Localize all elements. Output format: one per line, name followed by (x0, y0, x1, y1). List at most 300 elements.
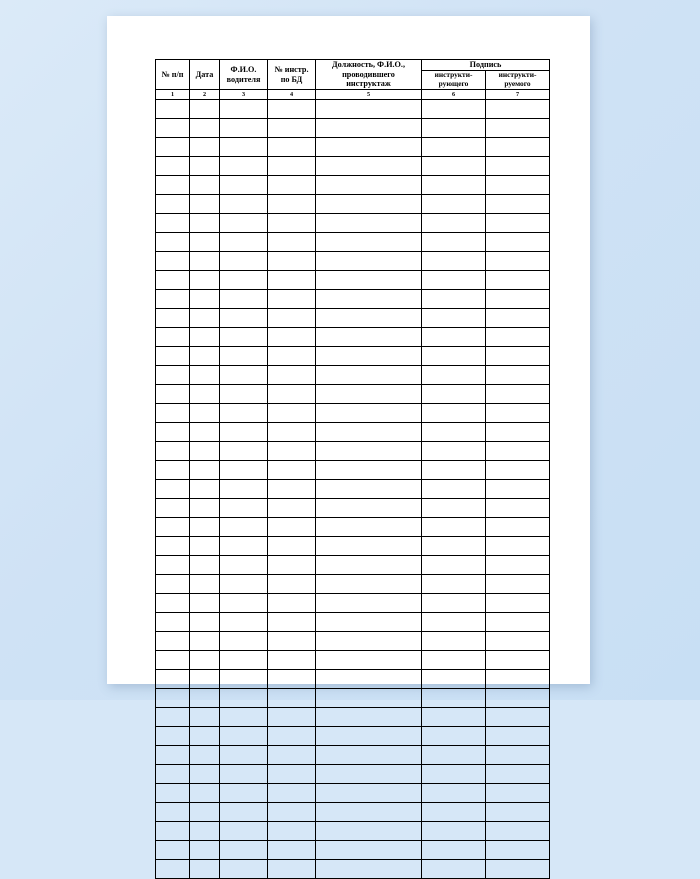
table-cell[interactable] (268, 727, 316, 746)
table-cell[interactable] (316, 518, 422, 537)
table-cell[interactable] (190, 176, 220, 195)
table-cell[interactable] (486, 309, 550, 328)
table-cell[interactable] (268, 138, 316, 157)
table-cell[interactable] (156, 822, 190, 841)
table-cell[interactable] (156, 556, 190, 575)
table-cell[interactable] (486, 594, 550, 613)
table-cell[interactable] (156, 214, 190, 233)
table-cell[interactable] (156, 613, 190, 632)
table-cell[interactable] (486, 442, 550, 461)
table-cell[interactable] (156, 708, 190, 727)
table-cell[interactable] (422, 689, 486, 708)
table-cell[interactable] (190, 613, 220, 632)
table-cell[interactable] (486, 632, 550, 651)
table-row[interactable] (156, 632, 550, 651)
table-cell[interactable] (220, 271, 268, 290)
table-cell[interactable] (190, 214, 220, 233)
table-cell[interactable] (268, 404, 316, 423)
table-cell[interactable] (268, 309, 316, 328)
table-cell[interactable] (190, 271, 220, 290)
table-cell[interactable] (316, 176, 422, 195)
table-cell[interactable] (220, 594, 268, 613)
table-cell[interactable] (486, 499, 550, 518)
table-cell[interactable] (156, 423, 190, 442)
table-cell[interactable] (486, 537, 550, 556)
table-cell[interactable] (422, 442, 486, 461)
table-cell[interactable] (156, 765, 190, 784)
table-cell[interactable] (268, 613, 316, 632)
table-cell[interactable] (190, 518, 220, 537)
table-cell[interactable] (486, 575, 550, 594)
table-cell[interactable] (220, 347, 268, 366)
table-cell[interactable] (156, 575, 190, 594)
table-cell[interactable] (268, 480, 316, 499)
table-cell[interactable] (422, 803, 486, 822)
table-cell[interactable] (220, 632, 268, 651)
table-row[interactable] (156, 233, 550, 252)
table-cell[interactable] (316, 556, 422, 575)
table-cell[interactable] (268, 157, 316, 176)
table-row[interactable] (156, 100, 550, 119)
table-cell[interactable] (486, 119, 550, 138)
table-row[interactable] (156, 385, 550, 404)
table-cell[interactable] (422, 575, 486, 594)
table-cell[interactable] (422, 176, 486, 195)
table-cell[interactable] (316, 100, 422, 119)
table-cell[interactable] (422, 708, 486, 727)
table-cell[interactable] (190, 670, 220, 689)
table-row[interactable] (156, 708, 550, 727)
table-cell[interactable] (422, 119, 486, 138)
table-cell[interactable] (422, 670, 486, 689)
table-cell[interactable] (190, 575, 220, 594)
table-cell[interactable] (486, 138, 550, 157)
table-cell[interactable] (220, 613, 268, 632)
table-cell[interactable] (486, 803, 550, 822)
table-cell[interactable] (156, 157, 190, 176)
table-cell[interactable] (316, 537, 422, 556)
table-cell[interactable] (220, 499, 268, 518)
table-cell[interactable] (156, 100, 190, 119)
table-cell[interactable] (316, 784, 422, 803)
table-cell[interactable] (220, 157, 268, 176)
table-cell[interactable] (190, 290, 220, 309)
table-cell[interactable] (156, 119, 190, 138)
table-cell[interactable] (220, 138, 268, 157)
table-cell[interactable] (316, 195, 422, 214)
table-cell[interactable] (422, 480, 486, 499)
table-row[interactable] (156, 366, 550, 385)
table-row[interactable] (156, 784, 550, 803)
table-cell[interactable] (486, 670, 550, 689)
table-cell[interactable] (268, 556, 316, 575)
table-cell[interactable] (316, 461, 422, 480)
table-cell[interactable] (156, 727, 190, 746)
table-cell[interactable] (268, 860, 316, 879)
table-cell[interactable] (422, 157, 486, 176)
table-cell[interactable] (422, 385, 486, 404)
table-row[interactable] (156, 461, 550, 480)
table-cell[interactable] (422, 841, 486, 860)
table-cell[interactable] (190, 822, 220, 841)
table-cell[interactable] (220, 309, 268, 328)
table-cell[interactable] (156, 366, 190, 385)
table-cell[interactable] (156, 328, 190, 347)
table-cell[interactable] (156, 784, 190, 803)
table-cell[interactable] (220, 233, 268, 252)
table-row[interactable] (156, 252, 550, 271)
table-cell[interactable] (422, 423, 486, 442)
table-row[interactable] (156, 214, 550, 233)
table-cell[interactable] (190, 651, 220, 670)
table-cell[interactable] (486, 822, 550, 841)
table-cell[interactable] (316, 746, 422, 765)
table-cell[interactable] (190, 556, 220, 575)
table-cell[interactable] (422, 651, 486, 670)
table-row[interactable] (156, 803, 550, 822)
table-cell[interactable] (220, 537, 268, 556)
table-row[interactable] (156, 499, 550, 518)
table-cell[interactable] (422, 404, 486, 423)
table-cell[interactable] (422, 214, 486, 233)
table-cell[interactable] (220, 290, 268, 309)
table-cell[interactable] (486, 784, 550, 803)
table-cell[interactable] (422, 537, 486, 556)
table-cell[interactable] (268, 214, 316, 233)
table-cell[interactable] (268, 670, 316, 689)
table-cell[interactable] (268, 784, 316, 803)
table-cell[interactable] (316, 632, 422, 651)
table-cell[interactable] (422, 366, 486, 385)
table-cell[interactable] (220, 404, 268, 423)
table-cell[interactable] (156, 309, 190, 328)
table-cell[interactable] (190, 708, 220, 727)
table-cell[interactable] (316, 138, 422, 157)
table-cell[interactable] (190, 689, 220, 708)
table-cell[interactable] (268, 461, 316, 480)
table-cell[interactable] (316, 347, 422, 366)
table-cell[interactable] (486, 746, 550, 765)
table-cell[interactable] (220, 670, 268, 689)
table-cell[interactable] (486, 727, 550, 746)
table-cell[interactable] (316, 328, 422, 347)
table-cell[interactable] (486, 176, 550, 195)
table-cell[interactable] (316, 708, 422, 727)
table-cell[interactable] (156, 689, 190, 708)
table-cell[interactable] (190, 385, 220, 404)
table-cell[interactable] (316, 594, 422, 613)
table-row[interactable] (156, 518, 550, 537)
table-cell[interactable] (316, 309, 422, 328)
table-cell[interactable] (220, 822, 268, 841)
table-cell[interactable] (268, 176, 316, 195)
table-cell[interactable] (220, 423, 268, 442)
table-cell[interactable] (268, 252, 316, 271)
table-cell[interactable] (156, 176, 190, 195)
table-row[interactable] (156, 822, 550, 841)
table-cell[interactable] (190, 632, 220, 651)
table-cell[interactable] (220, 195, 268, 214)
table-cell[interactable] (422, 518, 486, 537)
table-cell[interactable] (268, 841, 316, 860)
table-row[interactable] (156, 746, 550, 765)
table-row[interactable] (156, 613, 550, 632)
table-cell[interactable] (190, 309, 220, 328)
table-cell[interactable] (156, 290, 190, 309)
table-cell[interactable] (268, 328, 316, 347)
table-cell[interactable] (422, 461, 486, 480)
table-cell[interactable] (220, 556, 268, 575)
table-cell[interactable] (190, 480, 220, 499)
table-cell[interactable] (316, 404, 422, 423)
table-cell[interactable] (486, 328, 550, 347)
table-row[interactable] (156, 556, 550, 575)
table-cell[interactable] (156, 499, 190, 518)
table-cell[interactable] (316, 727, 422, 746)
table-cell[interactable] (190, 252, 220, 271)
table-cell[interactable] (316, 860, 422, 879)
table-cell[interactable] (268, 518, 316, 537)
table-cell[interactable] (268, 575, 316, 594)
table-row[interactable] (156, 537, 550, 556)
table-cell[interactable] (220, 252, 268, 271)
table-cell[interactable] (190, 404, 220, 423)
table-cell[interactable] (316, 480, 422, 499)
table-cell[interactable] (422, 347, 486, 366)
table-cell[interactable] (190, 138, 220, 157)
table-cell[interactable] (268, 119, 316, 138)
table-cell[interactable] (316, 803, 422, 822)
table-cell[interactable] (422, 195, 486, 214)
table-cell[interactable] (220, 841, 268, 860)
table-cell[interactable] (156, 404, 190, 423)
table-cell[interactable] (422, 860, 486, 879)
table-cell[interactable] (486, 290, 550, 309)
table-cell[interactable] (190, 784, 220, 803)
table-cell[interactable] (156, 841, 190, 860)
table-cell[interactable] (422, 138, 486, 157)
table-cell[interactable] (486, 765, 550, 784)
table-cell[interactable] (486, 214, 550, 233)
table-cell[interactable] (486, 689, 550, 708)
table-cell[interactable] (156, 594, 190, 613)
table-cell[interactable] (268, 290, 316, 309)
table-row[interactable] (156, 176, 550, 195)
table-cell[interactable] (422, 233, 486, 252)
table-cell[interactable] (268, 803, 316, 822)
table-cell[interactable] (190, 328, 220, 347)
table-cell[interactable] (268, 708, 316, 727)
table-row[interactable] (156, 195, 550, 214)
table-cell[interactable] (268, 765, 316, 784)
table-cell[interactable] (220, 708, 268, 727)
table-cell[interactable] (268, 537, 316, 556)
table-cell[interactable] (220, 803, 268, 822)
table-cell[interactable] (190, 119, 220, 138)
table-cell[interactable] (316, 499, 422, 518)
table-cell[interactable] (486, 461, 550, 480)
table-cell[interactable] (486, 271, 550, 290)
table-row[interactable] (156, 138, 550, 157)
table-row[interactable] (156, 575, 550, 594)
table-cell[interactable] (220, 727, 268, 746)
table-cell[interactable] (422, 499, 486, 518)
table-cell[interactable] (220, 765, 268, 784)
table-cell[interactable] (316, 233, 422, 252)
table-cell[interactable] (316, 613, 422, 632)
table-cell[interactable] (190, 803, 220, 822)
table-cell[interactable] (156, 518, 190, 537)
table-cell[interactable] (486, 233, 550, 252)
table-cell[interactable] (486, 613, 550, 632)
table-cell[interactable] (220, 328, 268, 347)
table-cell[interactable] (422, 746, 486, 765)
table-cell[interactable] (156, 252, 190, 271)
table-cell[interactable] (220, 480, 268, 499)
table-row[interactable] (156, 157, 550, 176)
table-cell[interactable] (268, 632, 316, 651)
table-cell[interactable] (156, 860, 190, 879)
table-cell[interactable] (220, 100, 268, 119)
table-cell[interactable] (316, 271, 422, 290)
table-cell[interactable] (220, 746, 268, 765)
table-row[interactable] (156, 765, 550, 784)
table-cell[interactable] (220, 575, 268, 594)
table-row[interactable] (156, 594, 550, 613)
table-cell[interactable] (422, 290, 486, 309)
table-cell[interactable] (486, 347, 550, 366)
table-row[interactable] (156, 328, 550, 347)
table-cell[interactable] (220, 442, 268, 461)
table-cell[interactable] (156, 195, 190, 214)
table-cell[interactable] (190, 594, 220, 613)
table-cell[interactable] (268, 689, 316, 708)
table-cell[interactable] (316, 119, 422, 138)
table-cell[interactable] (190, 100, 220, 119)
table-row[interactable] (156, 271, 550, 290)
table-cell[interactable] (220, 518, 268, 537)
table-cell[interactable] (486, 556, 550, 575)
table-cell[interactable] (422, 271, 486, 290)
table-cell[interactable] (268, 366, 316, 385)
table-cell[interactable] (220, 214, 268, 233)
table-cell[interactable] (268, 746, 316, 765)
table-row[interactable] (156, 480, 550, 499)
table-cell[interactable] (190, 442, 220, 461)
table-cell[interactable] (316, 670, 422, 689)
table-cell[interactable] (316, 822, 422, 841)
table-cell[interactable] (486, 518, 550, 537)
table-cell[interactable] (422, 556, 486, 575)
table-cell[interactable] (422, 309, 486, 328)
table-cell[interactable] (422, 632, 486, 651)
table-cell[interactable] (422, 822, 486, 841)
table-cell[interactable] (268, 100, 316, 119)
table-cell[interactable] (190, 841, 220, 860)
table-cell[interactable] (486, 480, 550, 499)
table-cell[interactable] (422, 594, 486, 613)
table-cell[interactable] (486, 366, 550, 385)
table-cell[interactable] (486, 841, 550, 860)
table-row[interactable] (156, 860, 550, 879)
table-cell[interactable] (486, 860, 550, 879)
table-cell[interactable] (220, 651, 268, 670)
table-cell[interactable] (190, 499, 220, 518)
table-row[interactable] (156, 442, 550, 461)
table-cell[interactable] (190, 765, 220, 784)
table-row[interactable] (156, 404, 550, 423)
table-row[interactable] (156, 670, 550, 689)
table-cell[interactable] (422, 784, 486, 803)
table-cell[interactable] (268, 385, 316, 404)
table-cell[interactable] (268, 499, 316, 518)
table-cell[interactable] (190, 727, 220, 746)
table-row[interactable] (156, 689, 550, 708)
table-cell[interactable] (156, 138, 190, 157)
table-cell[interactable] (486, 195, 550, 214)
table-cell[interactable] (190, 423, 220, 442)
table-cell[interactable] (316, 689, 422, 708)
table-cell[interactable] (156, 803, 190, 822)
table-cell[interactable] (156, 442, 190, 461)
table-cell[interactable] (422, 100, 486, 119)
table-cell[interactable] (268, 423, 316, 442)
table-row[interactable] (156, 119, 550, 138)
table-cell[interactable] (268, 347, 316, 366)
table-cell[interactable] (156, 461, 190, 480)
table-cell[interactable] (190, 860, 220, 879)
table-cell[interactable] (316, 765, 422, 784)
table-row[interactable] (156, 309, 550, 328)
table-cell[interactable] (486, 708, 550, 727)
table-cell[interactable] (316, 442, 422, 461)
table-cell[interactable] (486, 385, 550, 404)
table-row[interactable] (156, 841, 550, 860)
table-cell[interactable] (190, 746, 220, 765)
table-cell[interactable] (156, 746, 190, 765)
table-cell[interactable] (316, 575, 422, 594)
table-cell[interactable] (316, 366, 422, 385)
table-cell[interactable] (268, 195, 316, 214)
table-cell[interactable] (220, 119, 268, 138)
table-cell[interactable] (268, 442, 316, 461)
table-cell[interactable] (156, 385, 190, 404)
table-cell[interactable] (190, 195, 220, 214)
table-cell[interactable] (156, 537, 190, 556)
table-row[interactable] (156, 290, 550, 309)
table-cell[interactable] (156, 651, 190, 670)
table-cell[interactable] (190, 347, 220, 366)
table-cell[interactable] (190, 537, 220, 556)
table-cell[interactable] (268, 594, 316, 613)
table-cell[interactable] (422, 765, 486, 784)
table-cell[interactable] (220, 176, 268, 195)
table-cell[interactable] (422, 252, 486, 271)
table-cell[interactable] (190, 366, 220, 385)
table-cell[interactable] (316, 157, 422, 176)
table-cell[interactable] (220, 689, 268, 708)
table-cell[interactable] (486, 100, 550, 119)
table-row[interactable] (156, 727, 550, 746)
table-cell[interactable] (220, 784, 268, 803)
table-cell[interactable] (190, 157, 220, 176)
table-cell[interactable] (316, 252, 422, 271)
table-cell[interactable] (156, 347, 190, 366)
table-cell[interactable] (316, 423, 422, 442)
table-cell[interactable] (422, 727, 486, 746)
table-row[interactable] (156, 347, 550, 366)
table-cell[interactable] (268, 233, 316, 252)
